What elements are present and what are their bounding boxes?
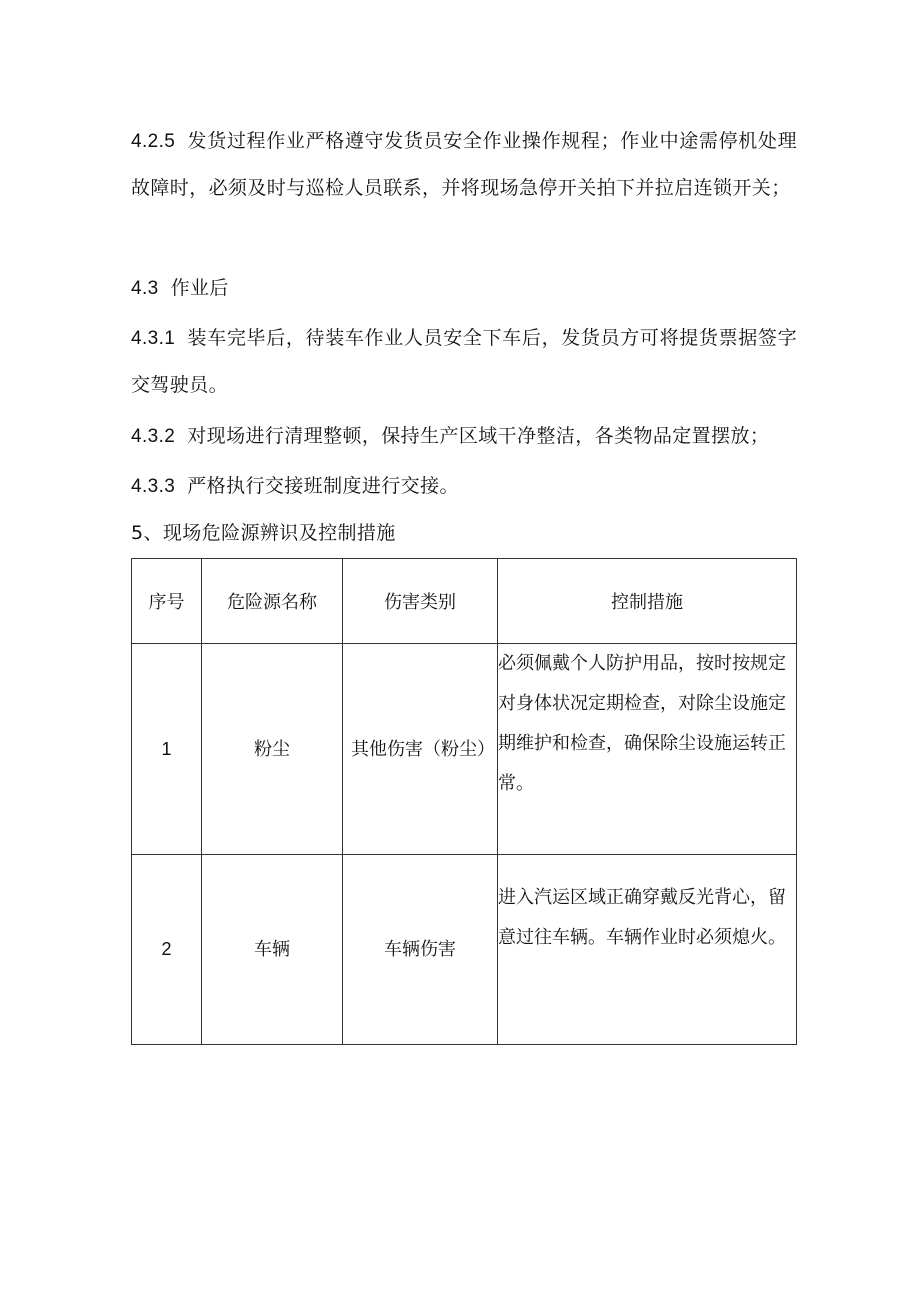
section-text: 严格执行交接班制度进行交接。 <box>187 475 459 497</box>
cell-name: 车辆 <box>202 855 343 1045</box>
cell-name: 粉尘 <box>202 644 343 855</box>
section-text: 作业后 <box>170 277 229 299</box>
hazard-table <box>131 558 797 1045</box>
cell-no: 2 <box>132 855 202 1045</box>
section-4-3-heading <box>131 265 797 312</box>
header-no: 序号 <box>132 559 202 644</box>
section-number: 4.3.1 <box>131 328 176 349</box>
cell-type: 车辆伤害 <box>343 855 498 1045</box>
header-name: 危险源名称 <box>202 559 343 644</box>
header-measure: 控制措施 <box>498 559 797 644</box>
table-row <box>132 644 797 855</box>
table-row <box>132 855 797 1045</box>
section-text: 发货过程作业严格遵守发货员安全作业操作规程；作业中途需停机处理故障时，必须及时与巡检人员联系，并将现场急停开关拍下并拉启连锁开关； <box>131 130 797 199</box>
cell-measure: 进入汽运区域正确穿戴反光背心，留意过往车辆。车辆作业时必须熄火。 <box>498 855 797 1045</box>
section-number: 4.3.3 <box>131 476 176 497</box>
section-text: 对现场进行清理整顿，保持生产区域干净整洁，各类物品定置摆放； <box>187 425 770 447</box>
section-4-3-1 <box>131 315 797 409</box>
section-5-heading: 5、现场危险源辨识及控制措施 <box>131 522 396 544</box>
section-number: 4.2.5 <box>131 131 176 152</box>
section-4-3-3 <box>131 463 797 510</box>
section-4-3-2 <box>131 413 797 460</box>
header-type: 伤害类别 <box>343 559 498 644</box>
table-header-row <box>132 559 797 644</box>
section-4-2-5 <box>131 118 797 212</box>
cell-type: 其他伤害（粉尘） <box>343 644 498 855</box>
section-text: 装车完毕后，待装车作业人员安全下车后，发货员方可将提货票据签字交驾驶员。 <box>131 327 797 396</box>
section-number: 4.3.2 <box>131 426 176 447</box>
section-number: 4.3 <box>131 278 159 299</box>
cell-measure: 必须佩戴个人防护用品，按时按规定对身体状况定期检查，对除尘设施定期维护和检查，确保除尘设施运转正常。 <box>498 644 797 855</box>
cell-no: 1 <box>132 644 202 855</box>
